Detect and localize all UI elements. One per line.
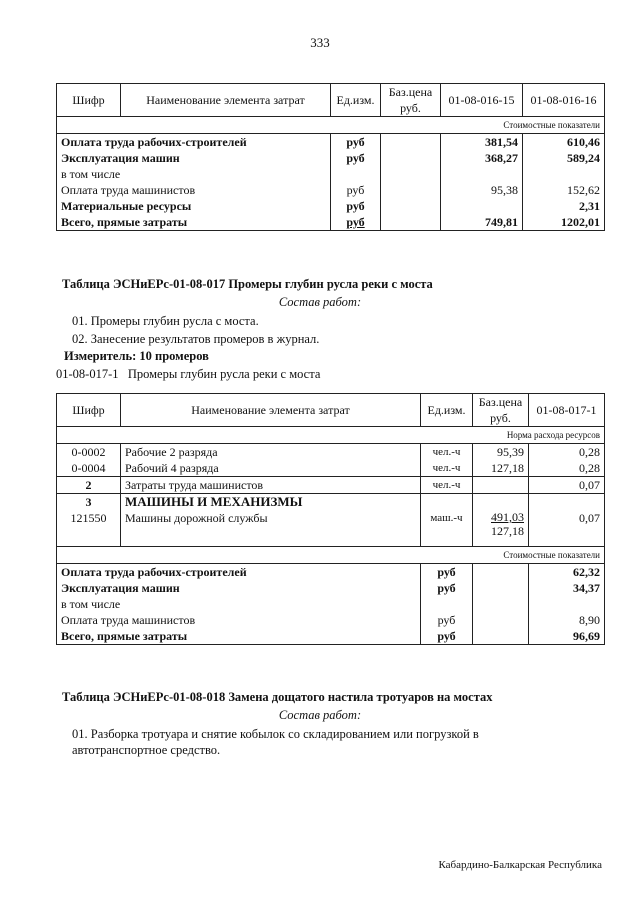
- header-unit: Ед.изм.: [331, 84, 381, 117]
- page-number: 333: [310, 35, 330, 50]
- work-item: 01. Разборка тротуара и снятие кобылок со складированием или погрузкой в: [72, 727, 479, 741]
- header-name: Наименование элемента затрат: [121, 394, 421, 427]
- table-row: Оплата труда машинистов руб 8,90: [57, 612, 605, 628]
- header-col2: 01-08-016-16: [523, 84, 605, 117]
- subheader: Стоимостные показатели: [57, 546, 605, 563]
- header-col1: 01-08-017-1: [529, 394, 605, 427]
- cost-table-1: [56, 83, 605, 231]
- table-row: 0-0004 Рабочий 4 разряда чел.-ч 127,18 0,28: [57, 460, 605, 477]
- cost-table-2: [56, 393, 605, 645]
- measure-unit: Измеритель: 10 промеров: [64, 349, 209, 363]
- work-title: Состав работ:: [278, 295, 362, 309]
- table-row: 0-0002 Рабочие 2 разряда чел.-ч 95,39 0,28: [57, 444, 605, 461]
- section-title: Таблица ЭСНиЕРс-01-08-017 Промеры глубин русла реки с моста: [62, 277, 433, 291]
- subheader: Стоимостные показатели: [57, 117, 605, 134]
- table-row: 2 Затраты труда машинистов чел.-ч 0,07: [57, 477, 605, 494]
- table-row: Эксплуатация машин руб 34,37: [57, 580, 605, 596]
- code-line: 01-08-017-1 Промеры глубин русла реки с моста: [56, 367, 321, 381]
- work-item: автотранспортное средство.: [72, 743, 221, 757]
- footer-region: Кабардино-Балкарская Республика: [438, 859, 602, 871]
- table-row: Эксплуатация машин руб 368,27 589,24: [57, 150, 605, 166]
- section-title: Таблица ЭСНиЕРс-01-08-018 Замена дощатого настила тротуаров на мостах: [62, 690, 493, 704]
- subheader: Норма расхода ресурсов: [57, 427, 605, 444]
- table-row: 121550 Машины дорожной службы маш.-ч 491,03 127,18 0,07: [57, 510, 605, 546]
- table-row: в том числе: [57, 596, 605, 612]
- header-base-price: Баз.цена руб.: [473, 394, 529, 427]
- work-item: 02. Занесение результатов промеров в журнал.: [72, 332, 320, 346]
- table-row: Материальные ресурсы руб 2,31: [57, 198, 605, 214]
- header-base-price: Баз.цена руб.: [381, 84, 441, 117]
- header-code: Шифр: [57, 394, 121, 427]
- header-code: Шифр: [57, 84, 121, 117]
- table-row: Оплата труда машинистов руб 95,38 152,62: [57, 182, 605, 198]
- header-unit: Ед.изм.: [421, 394, 473, 427]
- table-row: Оплата труда рабочих-строителей руб 381,54 610,46: [57, 134, 605, 151]
- table-row: в том числе: [57, 166, 605, 182]
- work-item: 01. Промеры глубин русла с моста.: [72, 314, 259, 328]
- table-row: Оплата труда рабочих-строителей руб 62,32: [57, 563, 605, 580]
- header-col1: 01-08-016-15: [441, 84, 523, 117]
- work-title: Состав работ:: [278, 708, 362, 722]
- header-name: Наименование элемента затрат: [121, 84, 331, 117]
- table-row: 3 МАШИНЫ И МЕХАНИЗМЫ: [57, 494, 605, 511]
- table-row: Всего, прямые затраты руб 749,81 1202,01: [57, 214, 605, 231]
- table-row: Всего, прямые затраты руб 96,69: [57, 628, 605, 645]
